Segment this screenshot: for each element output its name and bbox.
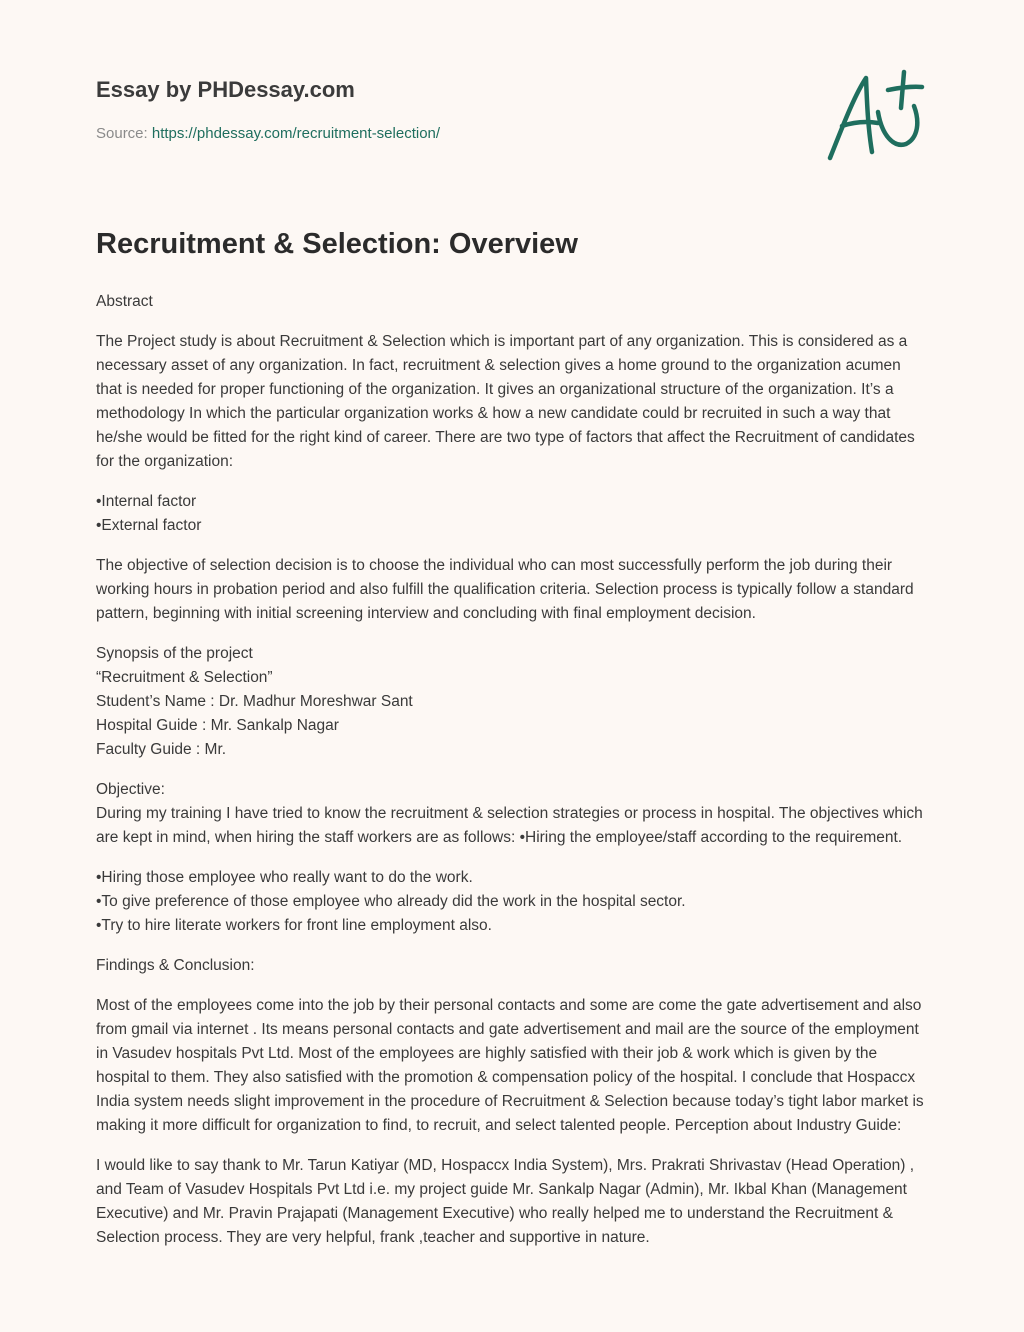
findings-paragraph: Most of the employees come into the job by their personal contacts and some are come the gate advertisement and also from gmail via internet . Its means personal contacts and gate advertisement and mail are the source of the employment in Vasudev hospitals Pvt Ltd. Most of the employees are highly satisfied with their job & work which is given by the hospital to them. They also satisfied with the promotion & compensation policy of the hospital. I conclude that Hospaccx India system needs slight improvement in the procedure of Recruitment & Selection because today’s tight labor market is making it more difficult for organization to find, to recruit, and select talented people. Perception about Industry Guide: bbox=[96, 997, 924, 1134]
list-item: •Internal factor bbox=[96, 493, 197, 510]
synopsis-block bbox=[96, 642, 928, 762]
factors-list bbox=[96, 490, 928, 538]
abstract-heading: Abstract bbox=[96, 293, 153, 310]
objective-block bbox=[96, 778, 928, 850]
objective-bullets bbox=[96, 866, 928, 938]
source-line bbox=[96, 124, 928, 144]
findings-heading: Findings & Conclusion: bbox=[96, 957, 255, 974]
synopsis-line: Faculty Guide : Mr. bbox=[96, 741, 227, 758]
source-label: Source: bbox=[96, 125, 152, 142]
objective-heading: Objective: bbox=[96, 781, 165, 798]
essay-content bbox=[96, 224, 928, 1266]
site-title: Essay by PHDessay.com bbox=[96, 77, 355, 102]
list-item: •To give preference of those employee who already did the work in the hospital sector. bbox=[96, 893, 686, 910]
list-item: •Hiring those employee who really want to do the work. bbox=[96, 869, 473, 886]
selection-paragraph: The objective of selection decision is to choose the individual who can most successfully perform the job during their working hours in probation period and also fulfill the qualification criteria. Selection process is typically follow a standard pattern, beginning with initial screening interview and concluding with final employment decision. bbox=[96, 557, 914, 622]
document-title: Recruitment & Selection: Overview bbox=[96, 228, 578, 260]
list-item: •Try to hire literate workers for front line employment also. bbox=[96, 917, 492, 934]
thanks-paragraph: I would like to say thank to Mr. Tarun Katiyar (MD, Hospaccx India System), Mrs. Prakrati Shrivastav (Head Operation) , and Team of Vasudev Hospitals Pvt Ltd i.e. my project guide Mr. Sankalp Nagar (Admin), Mr. Ikbal Khan (Management Executive) and Mr. Pravin Prajapati (Management Executive) who really helped me to understand the Recruitment & Selection process. They are very helpful, frank ,teacher and supportive in nature. bbox=[96, 1157, 915, 1246]
page-header bbox=[96, 70, 928, 144]
synopsis-line: Hospital Guide : Mr. Sankalp Nagar bbox=[96, 717, 339, 734]
synopsis-line: Synopsis of the project bbox=[96, 645, 253, 662]
a-plus-logo-icon bbox=[820, 66, 930, 166]
list-item: •External factor bbox=[96, 517, 202, 534]
source-link[interactable]: https://phdessay.com/recruitment-selection/ bbox=[151, 125, 441, 142]
synopsis-line: “Recruitment & Selection” bbox=[96, 669, 273, 686]
abstract-paragraph: The Project study is about Recruitment & Selection which is important part of any organization. This is considered as a necessary asset of any organization. In fact, recruitment & selection gives a home ground to the organization acumen that is needed for proper functioning of the organization. It gives an organizational structure of the organization. It’s a methodology In which the particular organization works & how a new candidate could br recruited in such a way that he/she would be fitted for the right kind of career. There are two type of factors that affect the Recruitment of candidates for the organization: bbox=[96, 333, 915, 470]
objective-paragraph: During my training I have tried to know the recruitment & selection strategies or process in hospital. The objectives which are kept in mind, when hiring the staff workers are as follows: •Hiring the employee/staff according to the requirement. bbox=[96, 805, 923, 846]
synopsis-line: Student’s Name : Dr. Madhur Moreshwar Sant bbox=[96, 693, 413, 710]
